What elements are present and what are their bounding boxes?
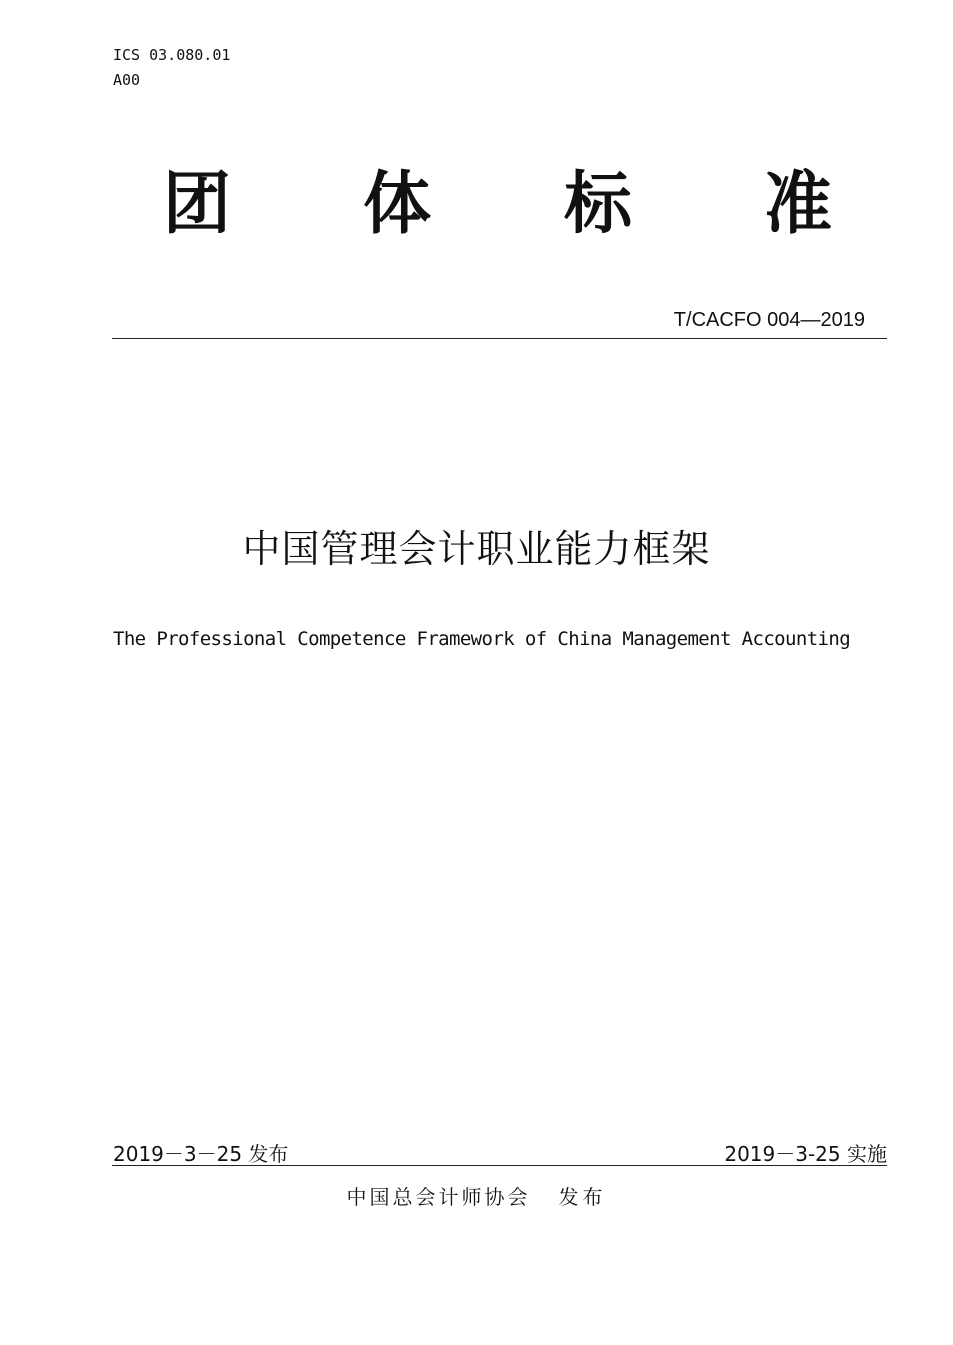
ccs-code: A00 [113,71,141,89]
heading-char: 团 [162,165,231,244]
implementation-date: 2019－3-25 实施 [724,1142,887,1166]
bottom-divider [112,1165,887,1166]
publisher-organization: 中国总会计师协会 [346,1185,531,1209]
heading-char: 标 [563,165,632,244]
chinese-title: 中国管理会计职业能力框架 [242,527,711,571]
standard-number: T/CACFO 004—2019 [673,309,865,331]
ics-code: ICS 03.080.01 [113,46,231,64]
standard-type-heading [0,160,953,250]
heading-char: 准 [763,165,832,244]
release-date: 2019－3－25 发布 [113,1142,289,1166]
heading-char: 体 [362,165,431,244]
publisher-action: 发布 [558,1185,607,1209]
publisher-line [0,1183,953,1211]
english-title: The Professional Competence Framework of China Management Accounting [113,628,851,650]
top-divider [112,338,887,339]
